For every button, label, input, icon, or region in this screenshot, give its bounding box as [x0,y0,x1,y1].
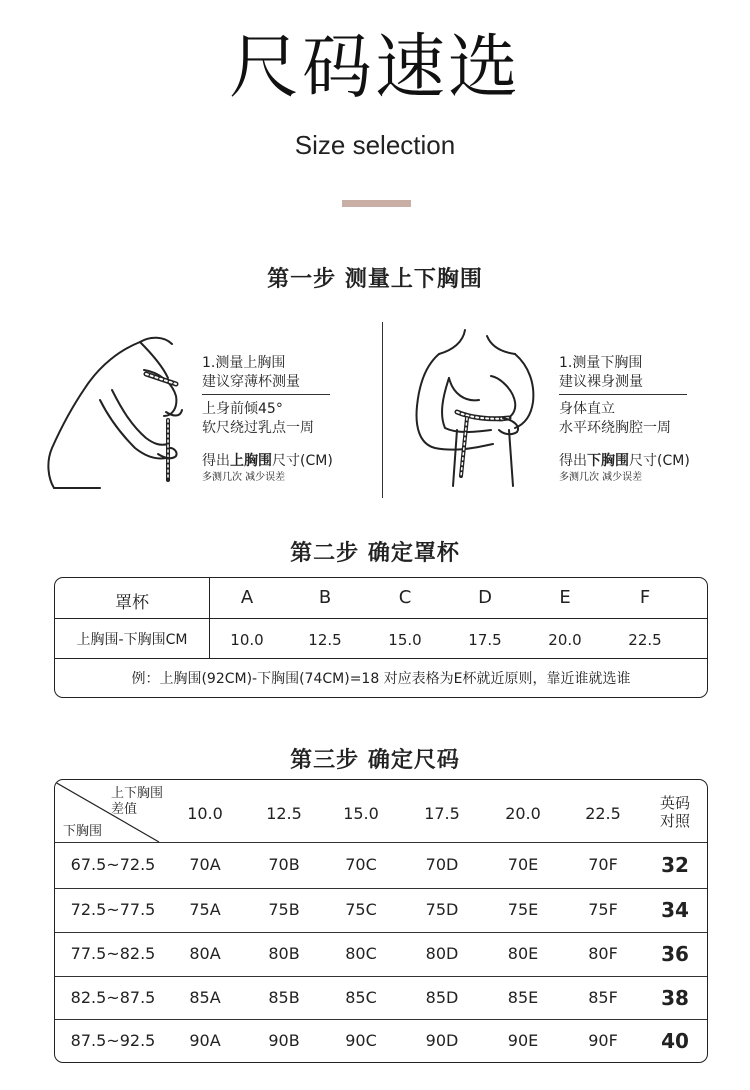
size-header-diff: 15.0 [343,804,379,823]
size-cell: 70C [345,855,377,874]
diff-row-label: 上胸围-下胸围CM [76,632,188,648]
right-instr-line4: 水平环绕胸腔一周 [559,420,671,436]
size-cell: 80E [507,944,539,963]
page-title: 尺码速选 [229,26,521,108]
left-instr-result: 得出上胸围尺寸(CM) [202,453,333,469]
cup-table [54,577,708,698]
uk-size-value: 36 [661,942,689,966]
step2-heading: 第二步 确定罩杯 [290,541,460,566]
size-cell: 85A [189,987,221,1007]
left-instr-line3: 上身前倾45° [202,401,283,417]
uk-size-value: 38 [661,985,689,1010]
size-cell: 85D [425,987,459,1007]
page-subtitle: Size selection [294,130,456,160]
size-row-range: 87.5~92.5 [70,1031,156,1050]
right-instr-note: 多测几次 减少误差 [559,472,643,483]
size-cell: 80B [268,944,300,963]
cup-table-divider-1 [55,618,707,619]
cup-row-label: 罩杯 [115,593,149,613]
cup-letter-f: F [639,587,651,608]
uk-size-value: 34 [661,898,689,922]
size-cell: 75A [189,900,221,919]
bust-measure-illustration [40,330,200,495]
size-row-divider [55,932,707,933]
accent-divider [342,200,411,207]
size-cell: 80F [588,944,618,963]
size-cell: 90D [425,1031,459,1050]
uk-column-label: 英码 对照 [659,794,690,830]
left-instr-line2: 建议穿薄杯测量 [202,374,300,390]
size-cell: 90F [588,1031,618,1050]
cup-table-column-divider [209,578,210,658]
size-cell: 75B [268,900,300,919]
size-row-range: 82.5~87.5 [70,987,156,1007]
uk-size-value: 32 [661,853,689,877]
size-cell: 80C [345,944,377,963]
size-header-diff: 20.0 [505,804,541,823]
step1-right-instructions [559,354,690,485]
size-row-range: 72.5~77.5 [70,900,156,919]
cup-table-divider-2 [55,658,707,659]
size-cell: 75E [507,900,539,919]
underbust-measure-illustration [405,326,555,494]
step1-left-instructions [202,354,333,485]
right-instr-line1: 1.测量下胸围 [559,355,643,371]
cup-letter-e: E [559,587,571,608]
step1-divider [382,322,383,498]
cup-letter-c: C [398,587,412,608]
size-row-divider [55,842,707,843]
size-row-divider [55,1019,707,1020]
size-cell: 90E [507,1031,539,1050]
left-instr-separator [202,394,330,395]
cup-diff-value: 12.5 [308,631,342,649]
left-instr-line1: 1.测量上胸围 [202,355,286,371]
cup-diff-value: 15.0 [388,631,422,649]
size-row-divider [55,976,707,977]
size-cell: 70E [507,855,539,874]
size-header-diff: 10.0 [187,804,223,823]
right-instr-line2: 建议裸身测量 [559,374,643,390]
size-row-range: 77.5~82.5 [70,944,156,963]
cup-letter-a: A [240,587,254,608]
size-cell: 70F [588,855,618,874]
step3-heading: 第三步 确定尺码 [290,748,460,773]
left-instr-note: 多测几次 减少误差 [202,472,286,483]
uk-size-value: 40 [661,1029,689,1053]
cup-diff-value: 10.0 [230,631,264,649]
size-cell: 75F [588,900,618,919]
size-row-divider [55,888,707,889]
size-cell: 85F [588,987,618,1007]
size-cell: 70A [189,855,221,874]
size-cell: 85B [268,987,300,1007]
size-cell: 70D [425,855,459,874]
cup-diff-value: 22.5 [628,631,662,649]
size-table [54,779,708,1063]
size-row-range: 67.5~72.5 [70,855,156,874]
size-cell: 85C [345,987,377,1007]
size-header-diff: 22.5 [585,804,621,823]
size-header-diff: 12.5 [266,804,302,823]
size-cell: 75D [425,900,459,919]
cup-diff-value: 20.0 [548,631,582,649]
right-instr-result: 得出下胸围尺寸(CM) [559,453,690,469]
size-cell: 75C [345,900,377,919]
cup-letter-b: B [318,587,332,608]
step1-heading: 第一步 测量上下胸围 [267,267,483,292]
size-cell: 90C [345,1031,377,1050]
right-instr-line3: 身体直立 [559,401,615,417]
right-instr-separator [559,394,687,395]
corner-label-bottom: 下胸围 [63,824,103,839]
cup-letter-d: D [478,587,492,608]
size-cell: 85E [507,987,539,1007]
size-cell: 80D [425,944,459,963]
cup-example-note: 例：上胸围(92CM)-下胸围(74CM)=18 对应表格为E杯就近原则，靠近谁就选谁 [131,671,631,687]
left-instr-line4: 软尺绕过乳点一周 [202,420,314,436]
size-header-diff: 17.5 [424,804,460,823]
corner-label-top: 上下胸围 [111,786,164,801]
size-cell: 80A [189,944,221,963]
cup-diff-value: 17.5 [468,631,502,649]
size-cell: 90A [189,1031,221,1050]
size-cell: 70B [268,855,300,874]
size-cell: 90B [268,1031,300,1050]
corner-label-mid: 差值 [111,802,138,817]
